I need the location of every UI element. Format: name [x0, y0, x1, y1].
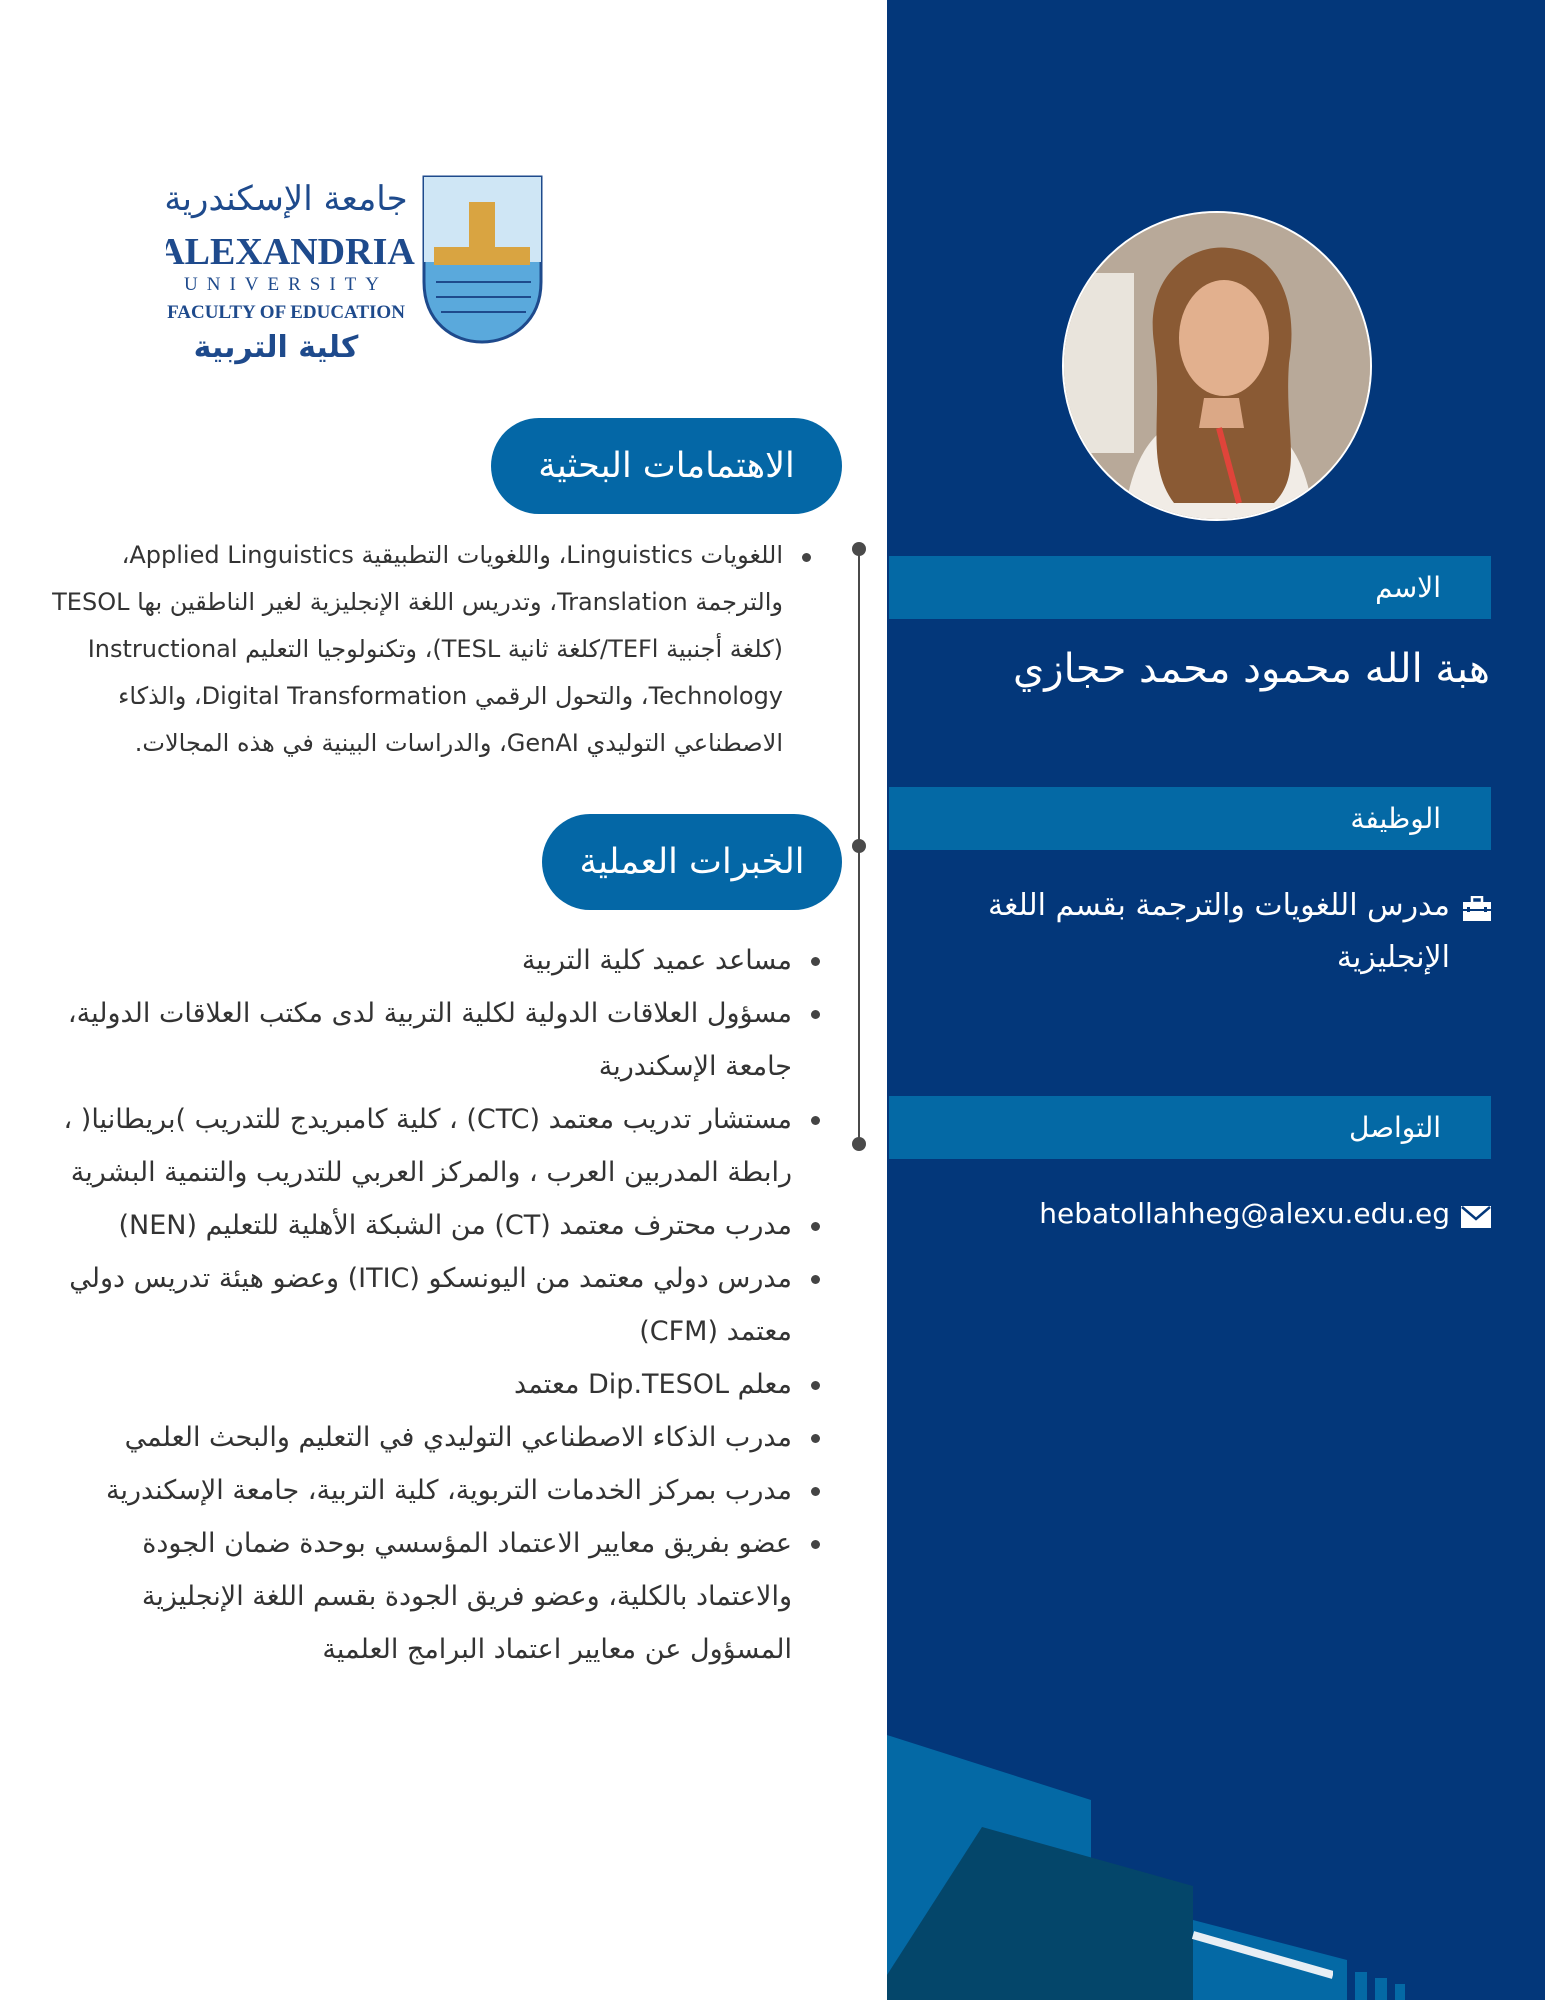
- timeline-dot: [852, 542, 866, 556]
- list-item: مدرب بمركز الخدمات التربوية، كلية التربية، جامعة الإسكندرية: [40, 1464, 792, 1517]
- person-name: هبة الله محمود محمد حجازي: [1012, 646, 1490, 692]
- timeline-dot: [852, 839, 866, 853]
- university-logo: [166, 172, 546, 372]
- research-list: [38, 532, 783, 767]
- list-item: مدرب محترف معتمد (CT) من الشبكة الأهلية للتعليم (NEN): [40, 1199, 792, 1252]
- job-label: الوظيفة: [889, 787, 1491, 850]
- experience-heading: الخبرات العملية: [542, 814, 842, 910]
- list-item: مدرس دولي معتمد من اليونسكو (ITIC) وعضو هيئة تدريس دولي معتمد (CFM): [40, 1252, 792, 1358]
- job-title: مدرس اللغويات والترجمة بقسم اللغة الإنجليزية: [988, 888, 1450, 975]
- email-icon: [1461, 1206, 1491, 1228]
- list-item: مسؤول العلاقات الدولية لكلية التربية لدى مكتب العلاقات الدولية، جامعة الإسكندرية: [40, 987, 792, 1093]
- timeline-dot: [852, 1137, 866, 1151]
- list-item: معلم Dip.TESOL معتمد: [40, 1358, 792, 1411]
- list-item: اللغويات Linguistics، واللغويات التطبيقية Applied Linguistics، والترجمة Translation، وتدريس اللغة الإنجليزية لغير الناطقين بها TESOL (كلغة أجنبية TEFl/كلغة ثانية TESL)، وتكنولوجيا التعليم Instructional Technology، والتحول الرقمي Digital Transformation، والذكاء الاصطناعي التوليدي GenAI، والدراسات البينية في هذه المجالات.: [38, 532, 783, 767]
- name-label: الاسم: [889, 556, 1491, 619]
- list-item: عضو بفريق معايير الاعتماد المؤسسي بوحدة ضمان الجودة والاعتماد بالكلية، وعضو فريق الجودة بقسم اللغة الإنجليزية المسؤول عن معايير اعتماد البرامج العلمية: [40, 1517, 792, 1676]
- briefcase-icon: [1462, 896, 1492, 922]
- email-link[interactable]: hebatollahheg@alexu.edu.eg: [1039, 1197, 1450, 1230]
- svg-text:جامعة الإسكندرية: جامعة الإسكندرية: [166, 179, 408, 219]
- profile-photo: [1062, 211, 1372, 521]
- svg-text:كلية التربية: كلية التربية: [193, 330, 359, 365]
- contact-label: التواصل: [889, 1096, 1491, 1159]
- list-item: مدرب الذكاء الاصطناعي التوليدي في التعليم والبحث العلمي: [40, 1411, 792, 1464]
- experience-list: [40, 934, 792, 1676]
- research-interests-heading: الاهتمامات البحثية: [491, 418, 842, 514]
- list-item: مساعد عميد كلية التربية: [40, 934, 792, 987]
- list-item: مستشار تدريب معتمد (CTC) ، كلية كامبريدج للتدريب )بريطانيا( ، رابطة المدربين العرب ، والمركز العربي للتدريب والتنمية البشرية: [40, 1093, 792, 1199]
- svg-text:UNIVERSITY: UNIVERSITY: [184, 274, 388, 295]
- svg-text:FACULTY OF EDUCATION: FACULTY OF EDUCATION: [167, 302, 405, 323]
- svg-text:ALEXANDRIA: ALEXANDRIA: [166, 231, 415, 273]
